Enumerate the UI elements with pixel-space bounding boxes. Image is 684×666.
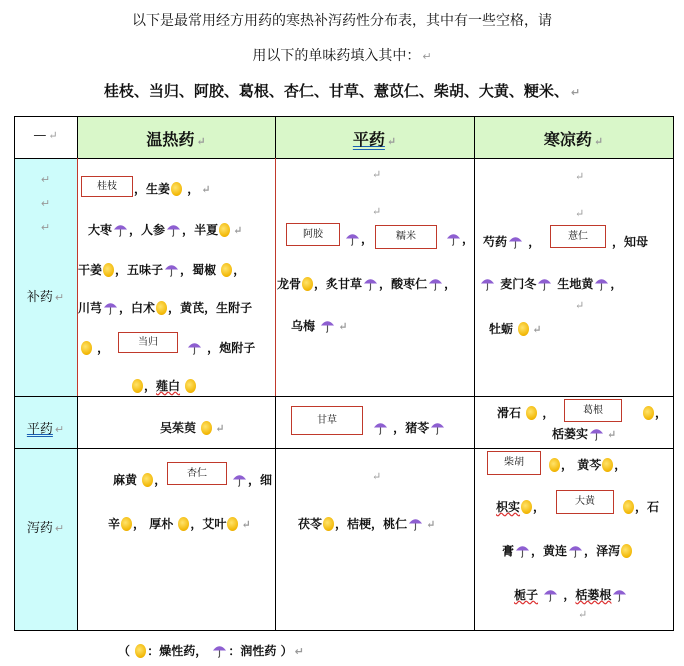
- intro-line-2: 用以下的单味药填入其中： ↵: [252, 48, 432, 64]
- answer-box[interactable]: 糯米: [375, 225, 437, 249]
- sun-icon: [142, 473, 153, 487]
- umbrella-icon: [537, 276, 552, 291]
- table-line-h2: [14, 396, 674, 397]
- umbrella-icon: [166, 222, 181, 237]
- answer-box[interactable]: 大黄: [556, 490, 614, 514]
- sun-icon: [521, 500, 532, 514]
- answer-box[interactable]: 柴胡: [487, 451, 541, 475]
- table-line-h4: [14, 630, 674, 631]
- para-mark: ↵: [575, 299, 585, 312]
- sun-icon: [518, 322, 529, 336]
- sun-icon: [643, 406, 654, 420]
- umbrella-icon: [212, 643, 227, 658]
- umbrella-icon: [187, 340, 202, 355]
- answer-box[interactable]: 薏仁: [550, 225, 606, 248]
- umbrella-icon: [103, 300, 118, 315]
- herb-item: 栀子 ，栝蒌根: [514, 586, 628, 603]
- answer-box[interactable]: 甘草: [291, 406, 363, 435]
- herb-item: ，: [80, 339, 109, 356]
- para-mark: ↵: [575, 207, 585, 220]
- umbrella-icon: [480, 276, 495, 291]
- sun-icon: [185, 379, 196, 393]
- herb-item: 膏 ，黄连 ，泽泻: [502, 542, 633, 559]
- umbrella-icon: [543, 587, 558, 602]
- herb-item: 滑石 ，: [497, 406, 555, 420]
- sun-icon: [526, 406, 537, 420]
- table-line-h1: [14, 158, 674, 159]
- umbrella-icon: [164, 262, 179, 277]
- herb-item: 大枣 ，人参 ，半夏 ↵: [88, 223, 243, 237]
- herb-item: 干姜 ，五味子 ，蜀椒 ，: [78, 263, 246, 277]
- para-mark: ↵: [372, 168, 382, 181]
- sun-icon: [219, 223, 230, 237]
- herb-item: 栝蒌实 ↵: [552, 427, 617, 441]
- herb-item: 芍药 ，: [483, 235, 541, 249]
- sun-icon: [81, 341, 92, 355]
- umbrella-icon: [446, 231, 461, 246]
- answer-box[interactable]: 葛根: [564, 399, 622, 422]
- herb-item: 辛 ， 厚朴 ，艾叶 ↵: [108, 517, 251, 531]
- answer-box[interactable]: 阿胶: [286, 223, 340, 246]
- umbrella-icon: [373, 420, 388, 435]
- row-header-neutral: 平药 ↵: [26, 422, 65, 437]
- legend: （ ：燥性药， ：润性药 ） ↵: [118, 644, 304, 658]
- para-mark: ↵: [575, 170, 585, 183]
- para-mark: ↵: [578, 608, 588, 621]
- header-warm: 温热药 ↵: [146, 130, 206, 149]
- sun-icon: [623, 500, 634, 514]
- herb-item: 麦门冬 生地黄 ，: [479, 275, 622, 292]
- herb-item: 茯苓 ，桔梗，桃仁 ↵: [298, 517, 436, 531]
- sun-icon: [602, 458, 613, 472]
- herb-item: 乌梅 ↵: [291, 319, 348, 333]
- header-cold: 寒凉药 ↵: [543, 130, 604, 149]
- umbrella-icon: [232, 472, 247, 487]
- sun-icon: [171, 182, 182, 196]
- intro-herb-list: 桂枝、当归、阿胶、葛根、杏仁、甘草、薏苡仁、柴胡、大黄、粳米、 ↵: [103, 82, 581, 100]
- herb-item: 龙骨 ，炙甘草 ，酸枣仁 ，: [277, 277, 457, 291]
- herb-item: 川芎 ，白术 ，黄芪，生附子: [78, 301, 253, 315]
- herb-item: 麻黄 ，: [113, 473, 167, 487]
- sun-icon: [549, 458, 560, 472]
- red-cell-border-right: [275, 158, 276, 396]
- herb-item: ，生姜 ， ↵: [134, 182, 211, 196]
- umbrella-icon: [408, 516, 423, 531]
- sun-icon: [201, 421, 212, 435]
- umbrella-icon: [508, 234, 523, 249]
- sun-icon: [621, 544, 632, 558]
- umbrella-icon: [589, 426, 604, 441]
- umbrella-icon: [363, 276, 378, 291]
- herb-item: ，炮附子: [186, 339, 255, 356]
- herb-item: ，细: [231, 471, 272, 488]
- herb-item: 枳实 ，: [496, 500, 546, 514]
- herb-item: ，知母: [612, 235, 649, 249]
- sun-icon: [156, 301, 167, 315]
- sun-icon: [227, 517, 238, 531]
- umbrella-icon: [568, 543, 583, 558]
- sun-icon: [323, 517, 334, 531]
- answer-box[interactable]: 当归: [118, 332, 178, 353]
- row-header-purge: 泻药 ↵: [26, 521, 65, 536]
- sun-icon: [302, 277, 313, 291]
- herb-item: ，猪苓: [372, 419, 446, 436]
- herb-item: ，: [445, 230, 474, 247]
- sun-icon: [121, 517, 132, 531]
- herb-item: ，: [344, 230, 373, 247]
- para-mark: ↵: [372, 470, 382, 483]
- table-border-right: [673, 116, 674, 630]
- herb-item: ，石: [622, 498, 659, 515]
- table-line-v3: [474, 116, 475, 630]
- herb-item: 牡蛎 ↵: [489, 322, 542, 336]
- table-line-h3: [14, 448, 674, 449]
- sun-icon: [178, 517, 189, 531]
- umbrella-icon: [594, 276, 609, 291]
- umbrella-icon: [430, 420, 445, 435]
- umbrella-icon: [428, 276, 443, 291]
- answer-box[interactable]: 桂枝: [81, 176, 133, 197]
- umbrella-icon: [113, 222, 128, 237]
- umbrella-icon: [515, 543, 530, 558]
- sun-icon: [221, 263, 232, 277]
- herb-item: 吴茱萸 ↵: [160, 421, 225, 435]
- sun-icon: [103, 263, 114, 277]
- herb-item: ， 黄芩 ，: [548, 456, 626, 473]
- para-mark: ↵: [372, 205, 382, 218]
- header-neutral: 平药 ↵: [352, 130, 397, 149]
- sun-icon: [132, 379, 143, 393]
- umbrella-icon: [612, 587, 627, 602]
- corner-cell: — ↵: [33, 128, 58, 143]
- table-border-top: [14, 116, 674, 117]
- side-returns: ↵ ↵ ↵: [40, 173, 51, 234]
- herb-item: ，薤白: [131, 377, 197, 394]
- row-header-tonify: 补药 ↵: [26, 290, 65, 305]
- intro-line-1: 以下是最常用经方用药的寒热补泻药性分布表，其中有一些空格，请: [132, 13, 552, 29]
- sun-icon: [135, 644, 146, 658]
- umbrella-icon: [320, 318, 335, 333]
- herb-item: ，: [642, 404, 667, 421]
- umbrella-icon: [345, 231, 360, 246]
- answer-box[interactable]: 杏仁: [167, 462, 227, 485]
